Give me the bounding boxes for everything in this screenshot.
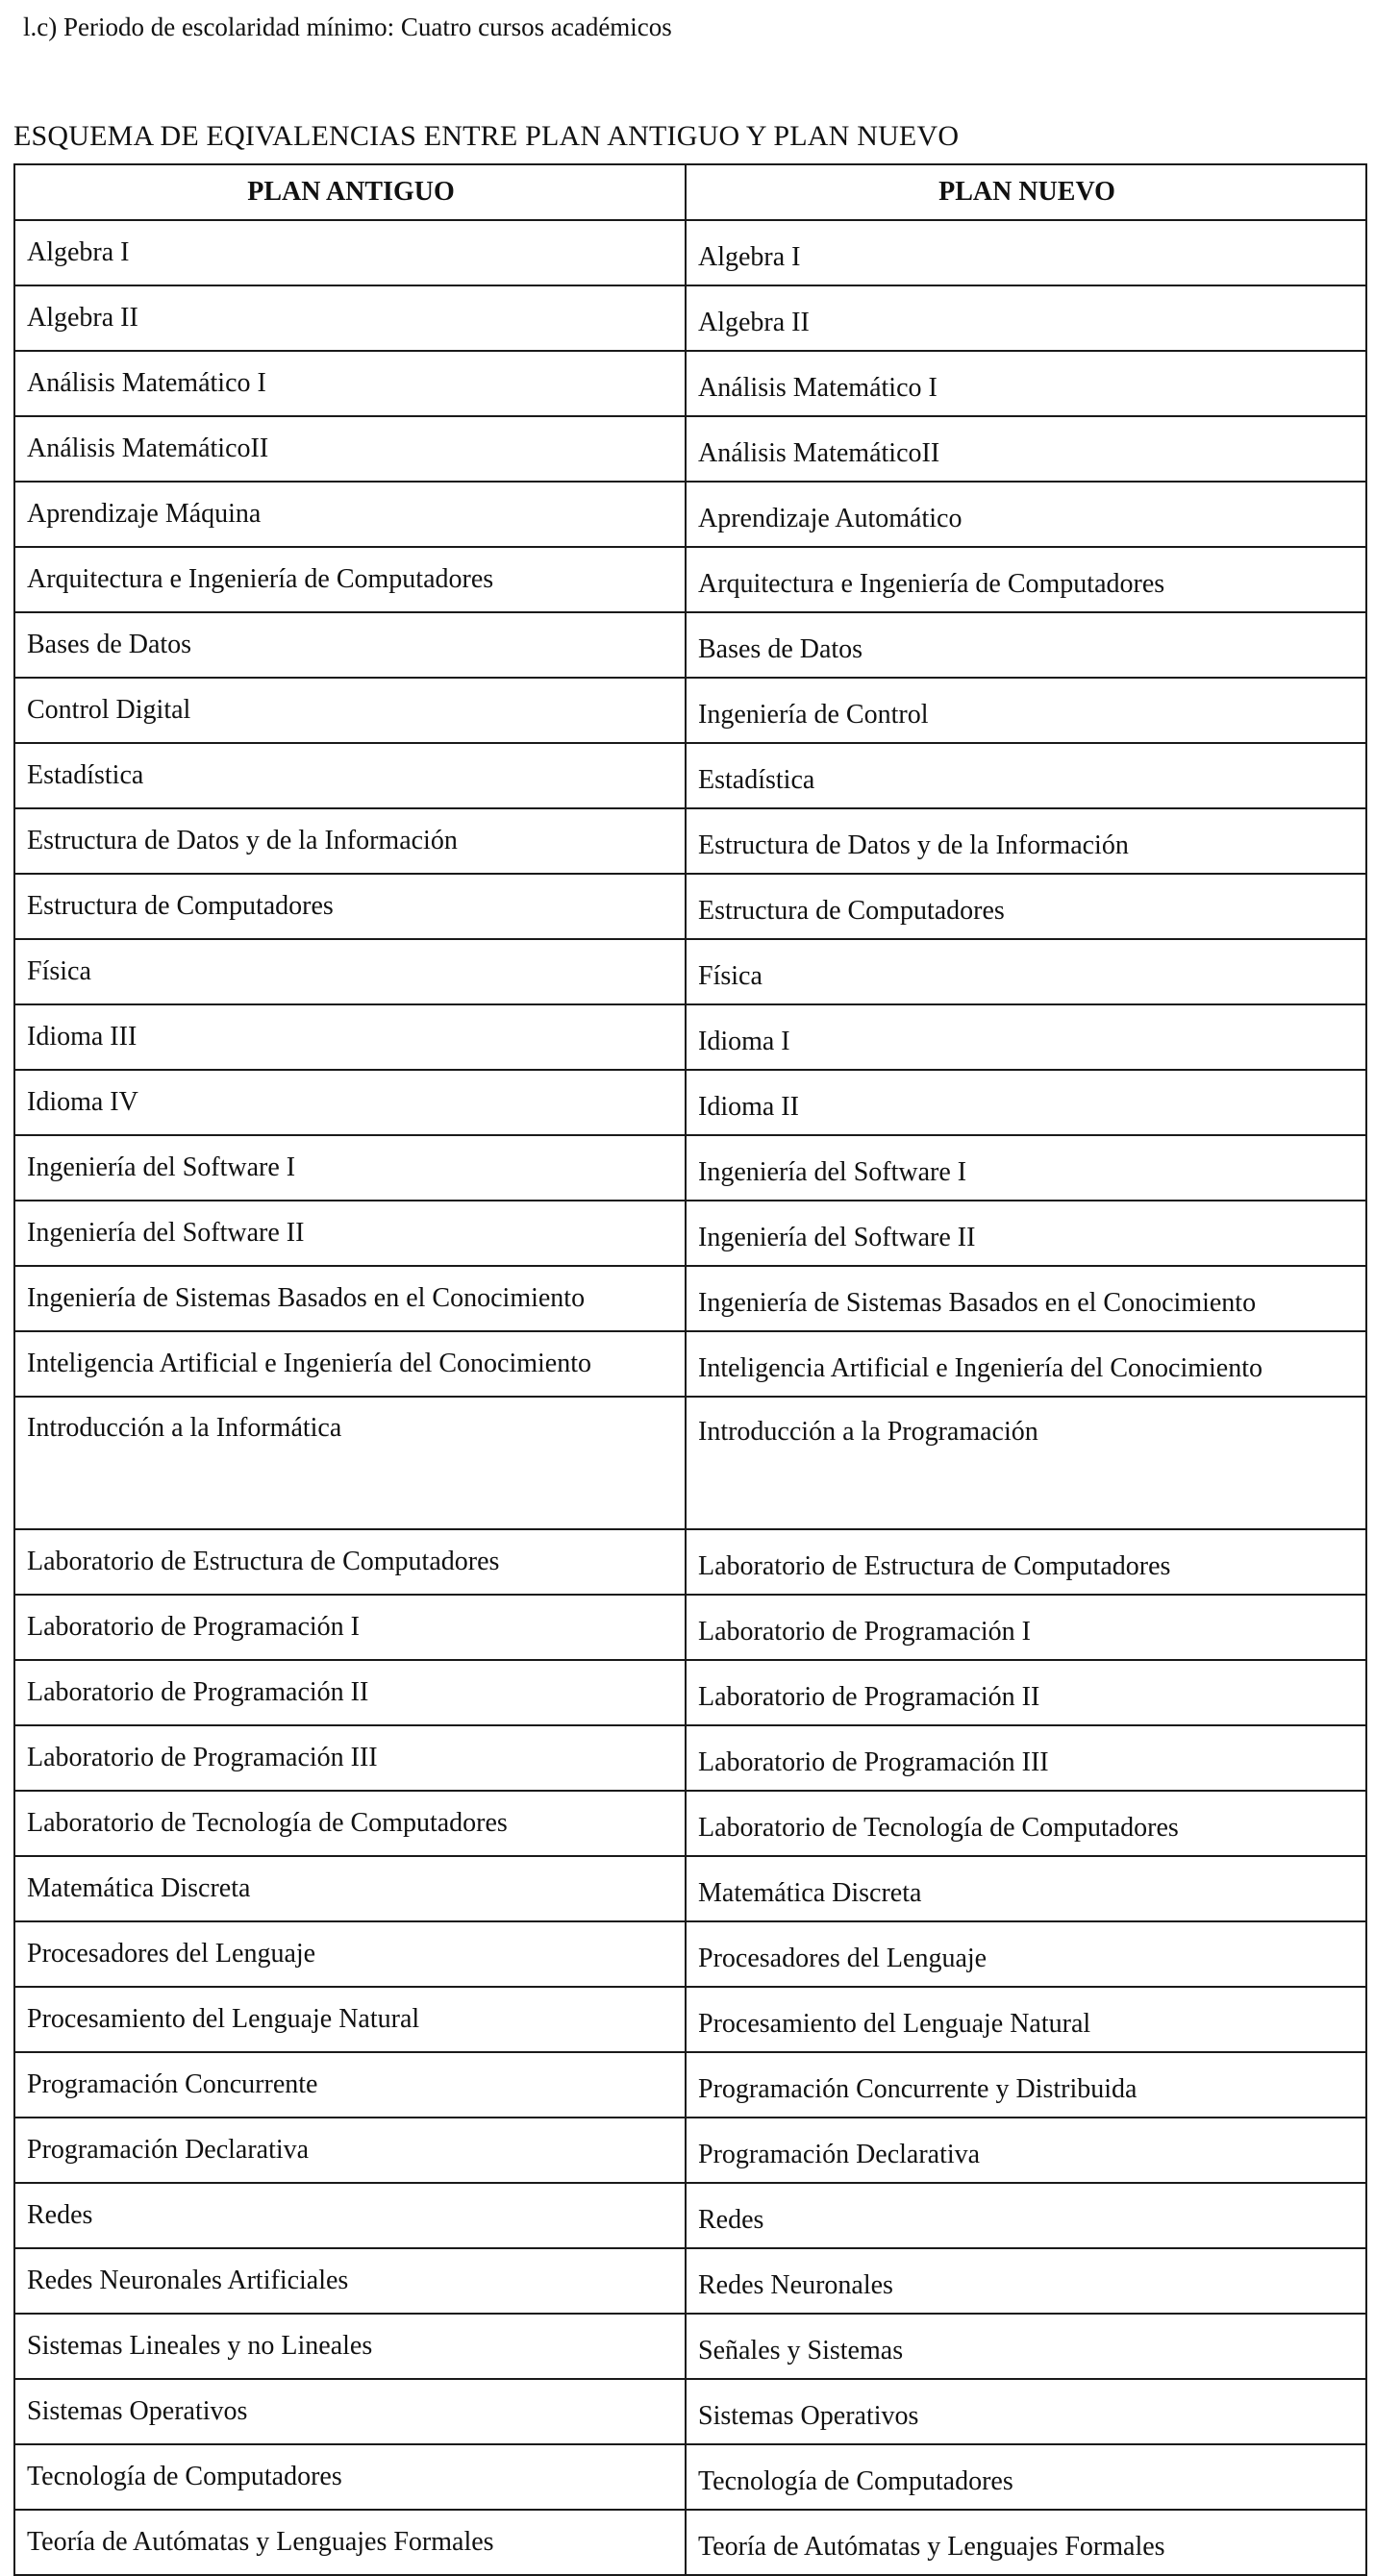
new-plan-cell: Ingeniería de Sistemas Basados en el Conocimiento [686,1266,1366,1331]
table-row [14,743,1366,808]
new-plan-cell: Señales y Sistemas [686,2314,1366,2379]
table-row [14,1529,1366,1595]
table-row [14,1987,1366,2052]
new-plan-cell: Procesamiento del Lenguaje Natural [686,1987,1366,2052]
new-plan-cell: Algebra I [686,220,1366,285]
new-plan-cell: Programación Concurrente y Distribuida [686,2052,1366,2118]
table-row [14,285,1366,351]
new-plan-cell: Aprendizaje Automático [686,482,1366,547]
equivalence-table [13,163,1367,2576]
new-plan-cell: Estadística [686,743,1366,808]
old-plan-cell: Aprendizaje Máquina [14,482,686,547]
old-plan-cell: Redes Neuronales Artificiales [14,2248,686,2314]
new-plan-cell: Programación Declarativa [686,2118,1366,2183]
column-header-new-plan: PLAN NUEVO [686,164,1366,220]
table-row [14,416,1366,482]
old-plan-cell: Estructura de Computadores [14,874,686,939]
old-plan-cell: Tecnología de Computadores [14,2444,686,2510]
intro-line: l.c) Periodo de escolaridad mínimo: Cuatro cursos académicos [23,12,672,41]
table-row [14,1595,1366,1660]
old-plan-cell: Estadística [14,743,686,808]
table-row [14,1921,1366,1987]
old-plan-cell: Física [14,939,686,1004]
new-plan-cell: Física [686,939,1366,1004]
table-row [14,2379,1366,2444]
old-plan-cell: Matemática Discreta [14,1856,686,1921]
table-row [14,1070,1366,1135]
table-row [14,547,1366,612]
table-header-row [14,164,1366,220]
new-plan-cell: Tecnología de Computadores [686,2444,1366,2510]
old-plan-cell: Arquitectura e Ingeniería de Computadores [14,547,686,612]
table-row [14,874,1366,939]
new-plan-cell: Idioma II [686,1070,1366,1135]
old-plan-cell: Introducción a la Informática [14,1397,686,1529]
table-row [14,1660,1366,1725]
table-row [14,2118,1366,2183]
new-plan-cell: Introducción a la Programación [686,1397,1366,1529]
table-row [14,220,1366,285]
old-plan-cell: Procesamiento del Lenguaje Natural [14,1987,686,2052]
new-plan-cell: Arquitectura e Ingeniería de Computadores [686,547,1366,612]
old-plan-cell: Ingeniería de Sistemas Basados en el Conocimiento [14,1266,686,1331]
old-plan-cell: Procesadores del Lenguaje [14,1921,686,1987]
old-plan-cell: Ingeniería del Software II [14,1201,686,1266]
table-row [14,1856,1366,1921]
old-plan-cell: Sistemas Operativos [14,2379,686,2444]
table-row [14,482,1366,547]
table-row [14,2314,1366,2379]
new-plan-cell: Redes Neuronales [686,2248,1366,2314]
old-plan-cell: Análisis MatemáticoII [14,416,686,482]
table-row [14,351,1366,416]
table-row [14,1791,1366,1856]
new-plan-cell: Estructura de Computadores [686,874,1366,939]
old-plan-cell: Idioma IV [14,1070,686,1135]
old-plan-cell: Inteligencia Artificial e Ingeniería del Conocimiento [14,1331,686,1397]
old-plan-cell: Estructura de Datos y de la Información [14,808,686,874]
old-plan-cell: Laboratorio de Programación I [14,1595,686,1660]
table-row [14,2510,1366,2575]
old-plan-cell: Programación Concurrente [14,2052,686,2118]
old-plan-cell: Programación Declarativa [14,2118,686,2183]
new-plan-cell: Análisis Matemático I [686,351,1366,416]
table-row [14,808,1366,874]
new-plan-cell: Inteligencia Artificial e Ingeniería del Conocimiento [686,1331,1366,1397]
new-plan-cell: Laboratorio de Programación II [686,1660,1366,1725]
old-plan-cell: Redes [14,2183,686,2248]
old-plan-cell: Algebra I [14,220,686,285]
table-row [14,612,1366,678]
old-plan-cell: Análisis Matemático I [14,351,686,416]
table-row [14,1397,1366,1529]
old-plan-cell: Teoría de Autómatas y Lenguajes Formales [14,2510,686,2575]
new-plan-cell: Redes [686,2183,1366,2248]
new-plan-cell: Procesadores del Lenguaje [686,1921,1366,1987]
table-row [14,1004,1366,1070]
old-plan-cell: Control Digital [14,678,686,743]
table-row [14,1725,1366,1791]
new-plan-cell: Matemática Discreta [686,1856,1366,1921]
table-row [14,1266,1366,1331]
new-plan-cell: Ingeniería del Software II [686,1201,1366,1266]
old-plan-cell: Algebra II [14,285,686,351]
new-plan-cell: Idioma I [686,1004,1366,1070]
old-plan-cell: Laboratorio de Estructura de Computadores [14,1529,686,1595]
column-header-old-plan: PLAN ANTIGUO [14,164,686,220]
old-plan-cell: Laboratorio de Programación II [14,1660,686,1725]
new-plan-cell: Estructura de Datos y de la Información [686,808,1366,874]
table-row [14,939,1366,1004]
table-row [14,1135,1366,1201]
old-plan-cell: Laboratorio de Programación III [14,1725,686,1791]
new-plan-cell: Sistemas Operativos [686,2379,1366,2444]
table-body [14,220,1366,2575]
old-plan-cell: Idioma III [14,1004,686,1070]
new-plan-cell: Algebra II [686,285,1366,351]
table-row [14,2183,1366,2248]
new-plan-cell: Bases de Datos [686,612,1366,678]
table-row [14,1331,1366,1397]
new-plan-cell: Ingeniería de Control [686,678,1366,743]
page-title: ESQUEMA DE EQIVALENCIAS ENTRE PLAN ANTIGUO Y PLAN NUEVO [13,120,960,152]
old-plan-cell: Sistemas Lineales y no Lineales [14,2314,686,2379]
new-plan-cell: Teoría de Autómatas y Lenguajes Formales [686,2510,1366,2575]
table-row [14,678,1366,743]
table-row [14,2248,1366,2314]
old-plan-cell: Ingeniería del Software I [14,1135,686,1201]
new-plan-cell: Laboratorio de Programación I [686,1595,1366,1660]
old-plan-cell: Laboratorio de Tecnología de Computadores [14,1791,686,1856]
new-plan-cell: Laboratorio de Tecnología de Computadores [686,1791,1366,1856]
table-row [14,2052,1366,2118]
new-plan-cell: Análisis MatemáticoII [686,416,1366,482]
new-plan-cell: Laboratorio de Estructura de Computadores [686,1529,1366,1595]
new-plan-cell: Ingeniería del Software I [686,1135,1366,1201]
table-row [14,2444,1366,2510]
old-plan-cell: Bases de Datos [14,612,686,678]
table-row [14,1201,1366,1266]
new-plan-cell: Laboratorio de Programación III [686,1725,1366,1791]
